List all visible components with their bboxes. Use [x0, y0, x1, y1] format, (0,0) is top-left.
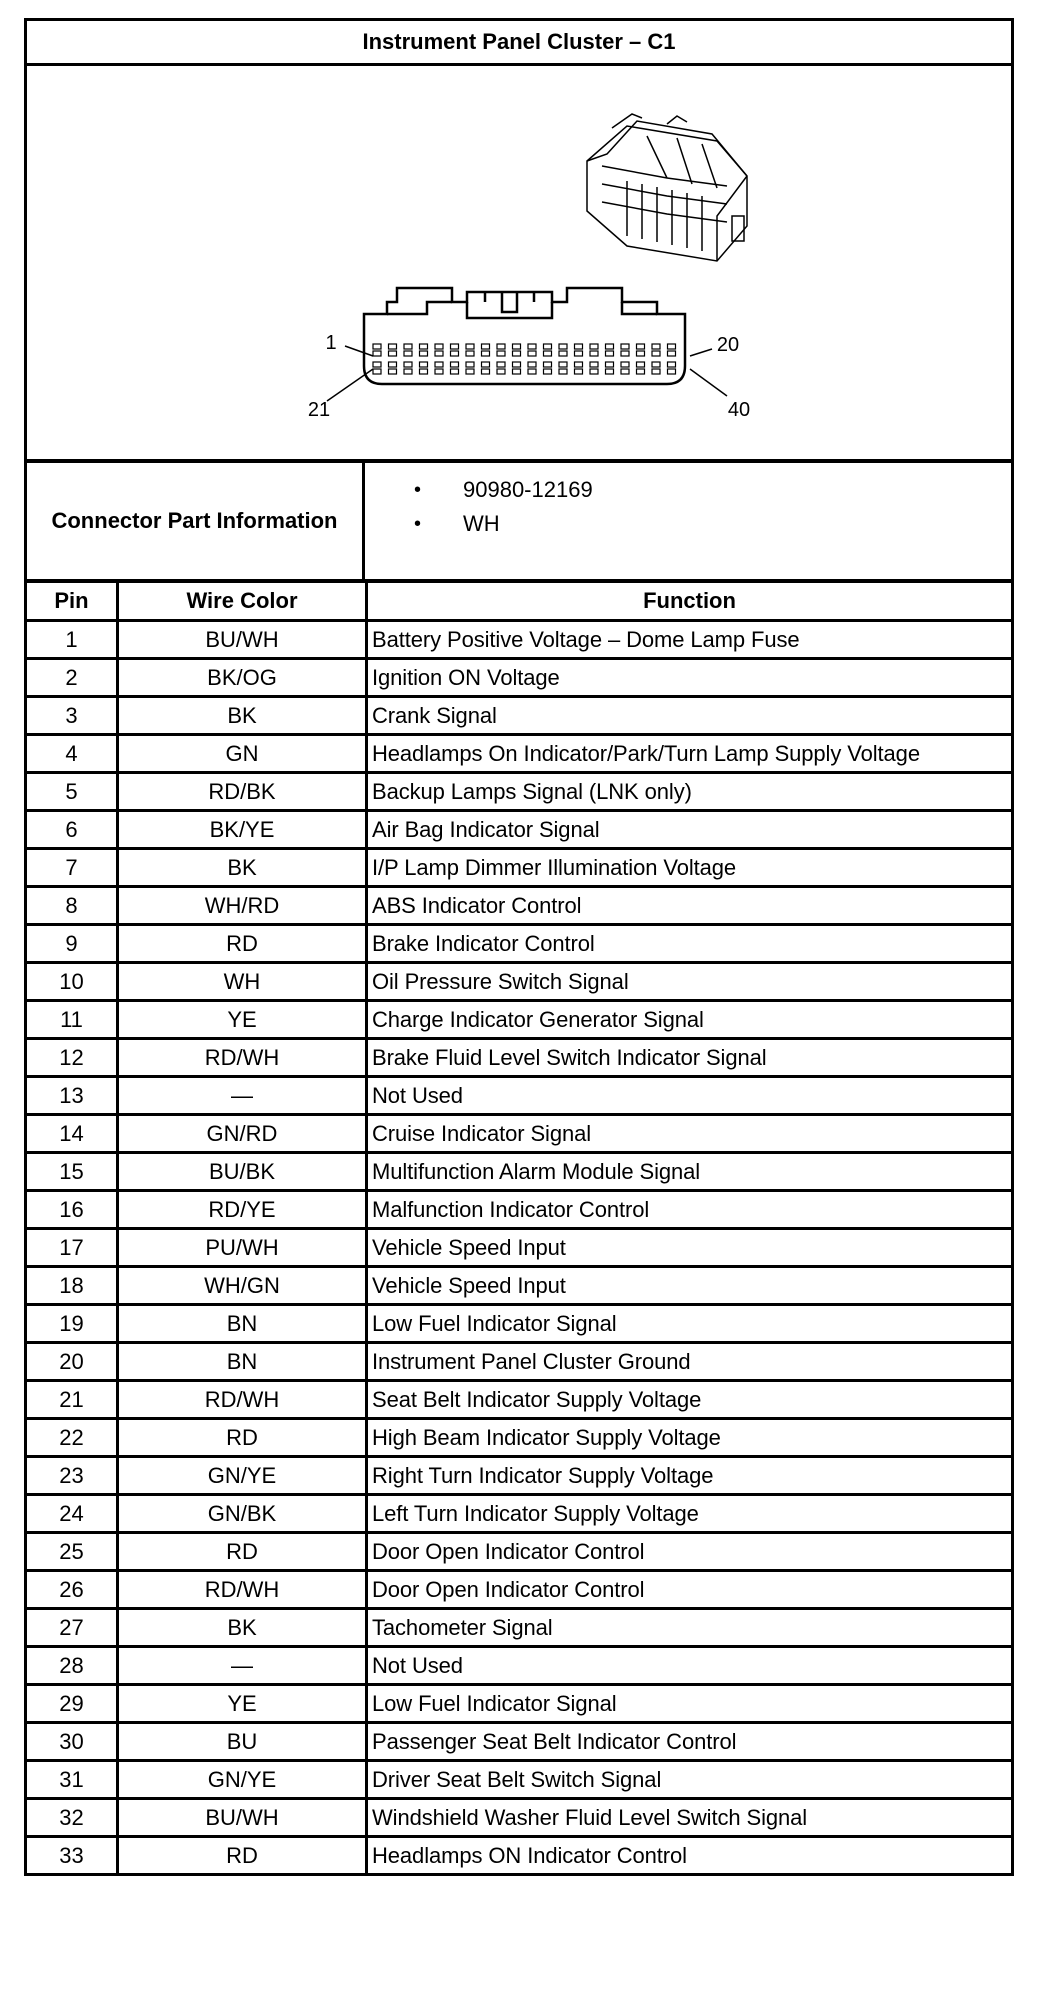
- pin-cell: 4: [27, 735, 118, 773]
- function-cell: Not Used: [367, 1647, 1012, 1685]
- table-row: [27, 621, 1011, 659]
- function-cell: Low Fuel Indicator Signal: [367, 1305, 1012, 1343]
- bullet-icon: •: [413, 512, 421, 535]
- pin-cell: 17: [27, 1229, 118, 1267]
- wire-color-cell: BN: [118, 1343, 367, 1381]
- wire-color-cell: RD: [118, 1419, 367, 1457]
- page-title: Instrument Panel Cluster – C1: [27, 21, 1011, 66]
- wire-color-cell: GN/YE: [118, 1761, 367, 1799]
- pin-cell: 16: [27, 1191, 118, 1229]
- header-function: Function: [367, 583, 1012, 621]
- pin-cell: 27: [27, 1609, 118, 1647]
- table-row: [27, 1267, 1011, 1305]
- table-row: [27, 1609, 1011, 1647]
- table-row: [27, 1647, 1011, 1685]
- pin-label-40: 40: [727, 399, 751, 421]
- table-row: [27, 1381, 1011, 1419]
- wire-color-cell: —: [118, 1077, 367, 1115]
- function-cell: Door Open Indicator Control: [367, 1533, 1012, 1571]
- pin-cell: 25: [27, 1533, 118, 1571]
- pin-cell: 7: [27, 849, 118, 887]
- pin-cell: 13: [27, 1077, 118, 1115]
- function-cell: Crank Signal: [367, 697, 1012, 735]
- connector-color: WH: [463, 511, 500, 536]
- pin-label-20: 20: [716, 334, 740, 356]
- table-row: [27, 1001, 1011, 1039]
- function-cell: Multifunction Alarm Module Signal: [367, 1153, 1012, 1191]
- wire-color-cell: YE: [118, 1001, 367, 1039]
- wire-color-cell: WH: [118, 963, 367, 1001]
- function-cell: Seat Belt Indicator Supply Voltage: [367, 1381, 1012, 1419]
- pin-cell: 33: [27, 1837, 118, 1874]
- pin-table-header: [27, 583, 1011, 621]
- table-row: [27, 1305, 1011, 1343]
- pin-table: [27, 583, 1011, 1873]
- function-cell: Air Bag Indicator Signal: [367, 811, 1012, 849]
- function-cell: High Beam Indicator Supply Voltage: [367, 1419, 1012, 1457]
- table-row: [27, 925, 1011, 963]
- function-cell: Driver Seat Belt Switch Signal: [367, 1761, 1012, 1799]
- wire-color-cell: PU/WH: [118, 1229, 367, 1267]
- wire-color-cell: GN/BK: [118, 1495, 367, 1533]
- connector-sheet: [24, 18, 1014, 1876]
- pin-cell: 18: [27, 1267, 118, 1305]
- table-row: [27, 659, 1011, 697]
- function-cell: Headlamps ON Indicator Control: [367, 1837, 1012, 1874]
- pin-table-body: [27, 621, 1011, 1874]
- wire-color-cell: BU: [118, 1723, 367, 1761]
- table-row: [27, 1495, 1011, 1533]
- wire-color-cell: WH/GN: [118, 1267, 367, 1305]
- function-cell: Tachometer Signal: [367, 1609, 1012, 1647]
- table-row: [27, 1419, 1011, 1457]
- table-row: [27, 849, 1011, 887]
- pin-cell: 31: [27, 1761, 118, 1799]
- table-row: [27, 1457, 1011, 1495]
- function-cell: Cruise Indicator Signal: [367, 1115, 1012, 1153]
- wire-color-cell: RD/WH: [118, 1571, 367, 1609]
- wire-color-cell: BU/WH: [118, 621, 367, 659]
- table-row: [27, 1685, 1011, 1723]
- table-row: [27, 887, 1011, 925]
- function-cell: Door Open Indicator Control: [367, 1571, 1012, 1609]
- wire-color-cell: RD: [118, 1533, 367, 1571]
- pin-cell: 20: [27, 1343, 118, 1381]
- table-row: [27, 1039, 1011, 1077]
- pin-cell: 6: [27, 811, 118, 849]
- table-row: [27, 811, 1011, 849]
- pin-cell: 26: [27, 1571, 118, 1609]
- table-row: [27, 1343, 1011, 1381]
- pin-cell: 28: [27, 1647, 118, 1685]
- table-row: [27, 735, 1011, 773]
- function-cell: Charge Indicator Generator Signal: [367, 1001, 1012, 1039]
- function-cell: Backup Lamps Signal (LNK only): [367, 773, 1012, 811]
- pin-cell: 23: [27, 1457, 118, 1495]
- bullet-icon: •: [413, 478, 421, 501]
- pin-cell: 12: [27, 1039, 118, 1077]
- part-info-item: [365, 473, 1011, 507]
- table-row: [27, 1191, 1011, 1229]
- function-cell: Brake Fluid Level Switch Indicator Signal: [367, 1039, 1012, 1077]
- function-cell: Oil Pressure Switch Signal: [367, 963, 1012, 1001]
- function-cell: Ignition ON Voltage: [367, 659, 1012, 697]
- part-info-list: [365, 463, 1011, 579]
- part-info-item: [365, 507, 1011, 541]
- wire-color-cell: YE: [118, 1685, 367, 1723]
- function-cell: Vehicle Speed Input: [367, 1267, 1012, 1305]
- table-row: [27, 1533, 1011, 1571]
- connector-diagram: [27, 66, 1011, 463]
- pin-label-1: 1: [325, 332, 337, 354]
- pin-cell: 2: [27, 659, 118, 697]
- function-cell: Passenger Seat Belt Indicator Control: [367, 1723, 1012, 1761]
- wire-color-cell: RD/YE: [118, 1191, 367, 1229]
- function-cell: Low Fuel Indicator Signal: [367, 1685, 1012, 1723]
- pin-cell: 9: [27, 925, 118, 963]
- pin-cell: 1: [27, 621, 118, 659]
- connector-part-info: [27, 463, 1011, 583]
- wire-color-cell: GN: [118, 735, 367, 773]
- function-cell: Right Turn Indicator Supply Voltage: [367, 1457, 1012, 1495]
- table-row: [27, 1077, 1011, 1115]
- function-cell: Battery Positive Voltage – Dome Lamp Fuse: [367, 621, 1012, 659]
- wire-color-cell: BK: [118, 697, 367, 735]
- pin-cell: 10: [27, 963, 118, 1001]
- wire-color-cell: GN/YE: [118, 1457, 367, 1495]
- pin-cell: 29: [27, 1685, 118, 1723]
- header-wire-color: Wire Color: [118, 583, 367, 621]
- function-cell: ABS Indicator Control: [367, 887, 1012, 925]
- connector-3d-icon: [587, 114, 747, 261]
- header-pin: Pin: [27, 583, 118, 621]
- pin-cell: 32: [27, 1799, 118, 1837]
- function-cell: Headlamps On Indicator/Park/Turn Lamp Supply Voltage: [367, 735, 1012, 773]
- table-row: [27, 1799, 1011, 1837]
- wire-color-cell: BU/WH: [118, 1799, 367, 1837]
- table-row: [27, 963, 1011, 1001]
- wire-color-cell: BK: [118, 849, 367, 887]
- table-row: [27, 1153, 1011, 1191]
- wire-color-cell: BN: [118, 1305, 367, 1343]
- pin-cell: 22: [27, 1419, 118, 1457]
- function-cell: Left Turn Indicator Supply Voltage: [367, 1495, 1012, 1533]
- pin-label-21: 21: [307, 399, 331, 421]
- function-cell: I/P Lamp Dimmer Illumination Voltage: [367, 849, 1012, 887]
- function-cell: Instrument Panel Cluster Ground: [367, 1343, 1012, 1381]
- pin-cell: 30: [27, 1723, 118, 1761]
- table-row: [27, 1761, 1011, 1799]
- connector-face-drawing: [27, 66, 1011, 459]
- wire-color-cell: RD: [118, 1837, 367, 1874]
- table-row: [27, 1723, 1011, 1761]
- pin-cell: 24: [27, 1495, 118, 1533]
- wire-color-cell: BK: [118, 1609, 367, 1647]
- pin-cell: 11: [27, 1001, 118, 1039]
- pin-cell: 5: [27, 773, 118, 811]
- pin-cell: 15: [27, 1153, 118, 1191]
- pin-cell: 14: [27, 1115, 118, 1153]
- pin-cell: 3: [27, 697, 118, 735]
- wire-color-cell: RD/WH: [118, 1039, 367, 1077]
- table-row: [27, 697, 1011, 735]
- function-cell: Vehicle Speed Input: [367, 1229, 1012, 1267]
- function-cell: Windshield Washer Fluid Level Switch Signal: [367, 1799, 1012, 1837]
- function-cell: Malfunction Indicator Control: [367, 1191, 1012, 1229]
- part-number: 90980-12169: [463, 477, 593, 502]
- wire-color-cell: —: [118, 1647, 367, 1685]
- function-cell: Brake Indicator Control: [367, 925, 1012, 963]
- pin-cell: 19: [27, 1305, 118, 1343]
- wire-color-cell: RD/BK: [118, 773, 367, 811]
- table-row: [27, 1229, 1011, 1267]
- wire-color-cell: WH/RD: [118, 887, 367, 925]
- function-cell: Not Used: [367, 1077, 1012, 1115]
- wire-color-cell: BU/BK: [118, 1153, 367, 1191]
- wire-color-cell: RD: [118, 925, 367, 963]
- pin-cell: 8: [27, 887, 118, 925]
- part-info-label: Connector Part Information: [27, 463, 365, 579]
- wire-color-cell: BK/OG: [118, 659, 367, 697]
- wire-color-cell: GN/RD: [118, 1115, 367, 1153]
- wire-color-cell: BK/YE: [118, 811, 367, 849]
- table-row: [27, 773, 1011, 811]
- table-row: [27, 1571, 1011, 1609]
- table-row: [27, 1115, 1011, 1153]
- pin-cell: 21: [27, 1381, 118, 1419]
- table-row: [27, 1837, 1011, 1874]
- wire-color-cell: RD/WH: [118, 1381, 367, 1419]
